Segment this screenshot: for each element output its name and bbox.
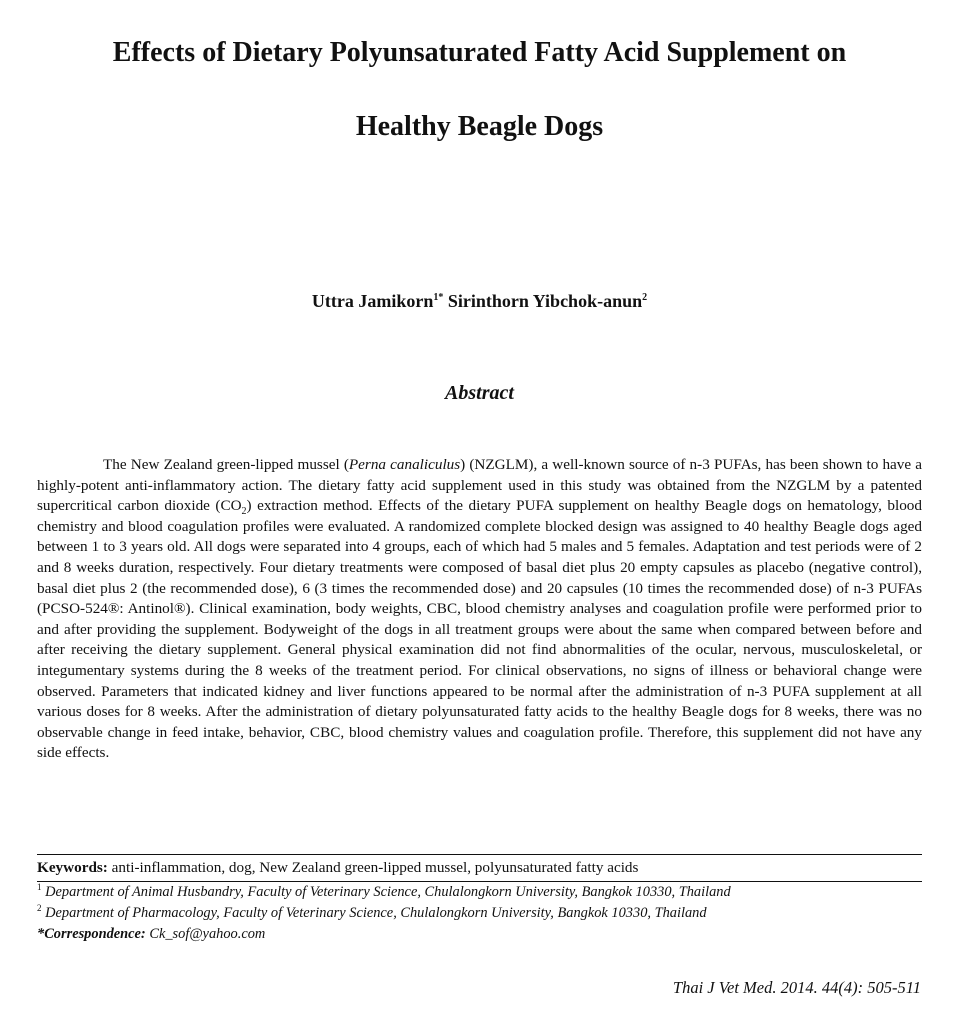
author-affiliation-marker: 1* xyxy=(433,292,444,303)
correspondence-email: Ck_sof@yahoo.com xyxy=(149,926,266,942)
affiliation-2 xyxy=(37,904,922,922)
correspondence-label: *Correspondence: xyxy=(37,926,146,942)
correspondence xyxy=(37,925,922,943)
paper-title-line-1: Effects of Dietary Polyunsaturated Fatty Acid Supplement on xyxy=(112,37,847,68)
affiliation-text: Department of Pharmacology, Faculty of Veterinary Science, Chulalongkorn University, Bangkok 10330, Thailand xyxy=(45,905,707,921)
journal-reference: Thai J Vet Med. 2014. 44(4): 505-511 xyxy=(672,978,921,997)
paper-title-line-2: Healthy Beagle Dogs xyxy=(355,111,604,142)
co2-subscript: 2 xyxy=(241,506,247,518)
keywords-top-rule xyxy=(37,854,922,855)
author-list xyxy=(0,291,959,312)
species-name: Perna canaliculus xyxy=(348,456,461,473)
keywords-text: anti-inflammation, dog, New Zealand green-lipped mussel, polyunsaturated fatty acids xyxy=(111,859,639,876)
keywords-bottom-rule xyxy=(37,881,922,882)
affiliation-marker: 2 xyxy=(37,903,42,914)
keywords-line xyxy=(37,859,922,877)
abstract-heading: Abstract xyxy=(445,382,514,404)
affiliation-marker: 1 xyxy=(37,882,42,893)
author-affiliation-marker: 2 xyxy=(642,292,648,303)
affiliation-1 xyxy=(37,883,922,901)
author-name: Sirinthorn Yibchok-anun xyxy=(447,291,643,311)
abstract-text: ) extraction method. Effects of the dietary PUFA supplement on healthy Beagle dogs on hematology, blood chemistry and blood coagulation profiles were evaluated. A randomized complete blocked design was assigned to 40 healthy Beagle dogs aged between 1 to 3 years old. All dogs were separated into 4 groups, each of which had 5 males and 5 females. Adaptation and test periods were of 2 and 8 weeks duration, respectively. Four dietary treatments were composed of basal diet plus 20 empty capsules as placebo (negative control), basal diet plus 2 (the recommended dose), 6 (3 times the recommended dose) and 20 capsules (10 times the recommended dose) of n-3 PUFAs (PCSO-524®: Antinol®). Clinical examination, body weights, CBC, blood chemistry analyses and coagulation profile were performed prior to and after providing the supplement. Bodyweight of the dogs in all treatment groups were about the same when compared between before and after receiving the dietary supplement. General physical examination did not find abnormalities of the ocular, nervous, musculoskeletal, or integumentary systems during the 8 weeks of the treatment period. For clinical observations, no signs of illness or behavioral change were observed. Parameters that indicated kidney and liver functions appeared to be normal after the administration of n-3 PUFA supplement at all various doses for 8 weeks. After the administration of dietary polyunsaturated fatty acids to the healthy Beagle dogs for 8 weeks, there was no observable change in feed intake, behavior, CBC, blood chemistry values and coagulation profile. Therefore, this supplement did not have any side effects. xyxy=(37,497,922,762)
author-name: Uttra Jamikorn xyxy=(311,291,434,311)
abstract-text: The New Zealand green-lipped mussel ( xyxy=(103,456,349,473)
keywords-label: Keywords: xyxy=(37,859,108,876)
abstract-text: ) (NZGLM), a well-known source of n-3 PUFAs, has been shown to have a highly-potent anti-inflammatory action. The dietary fatty acid supplement used in this study was obtained from the NZGLM by a patented supercritical carbon dioxide (CO xyxy=(37,456,922,515)
abstract-body xyxy=(37,455,922,764)
affiliation-text: Department of Animal Husbandry, Faculty of Veterinary Science, Chulalongkorn University, Bangkok 10330, Thailand xyxy=(45,884,731,900)
